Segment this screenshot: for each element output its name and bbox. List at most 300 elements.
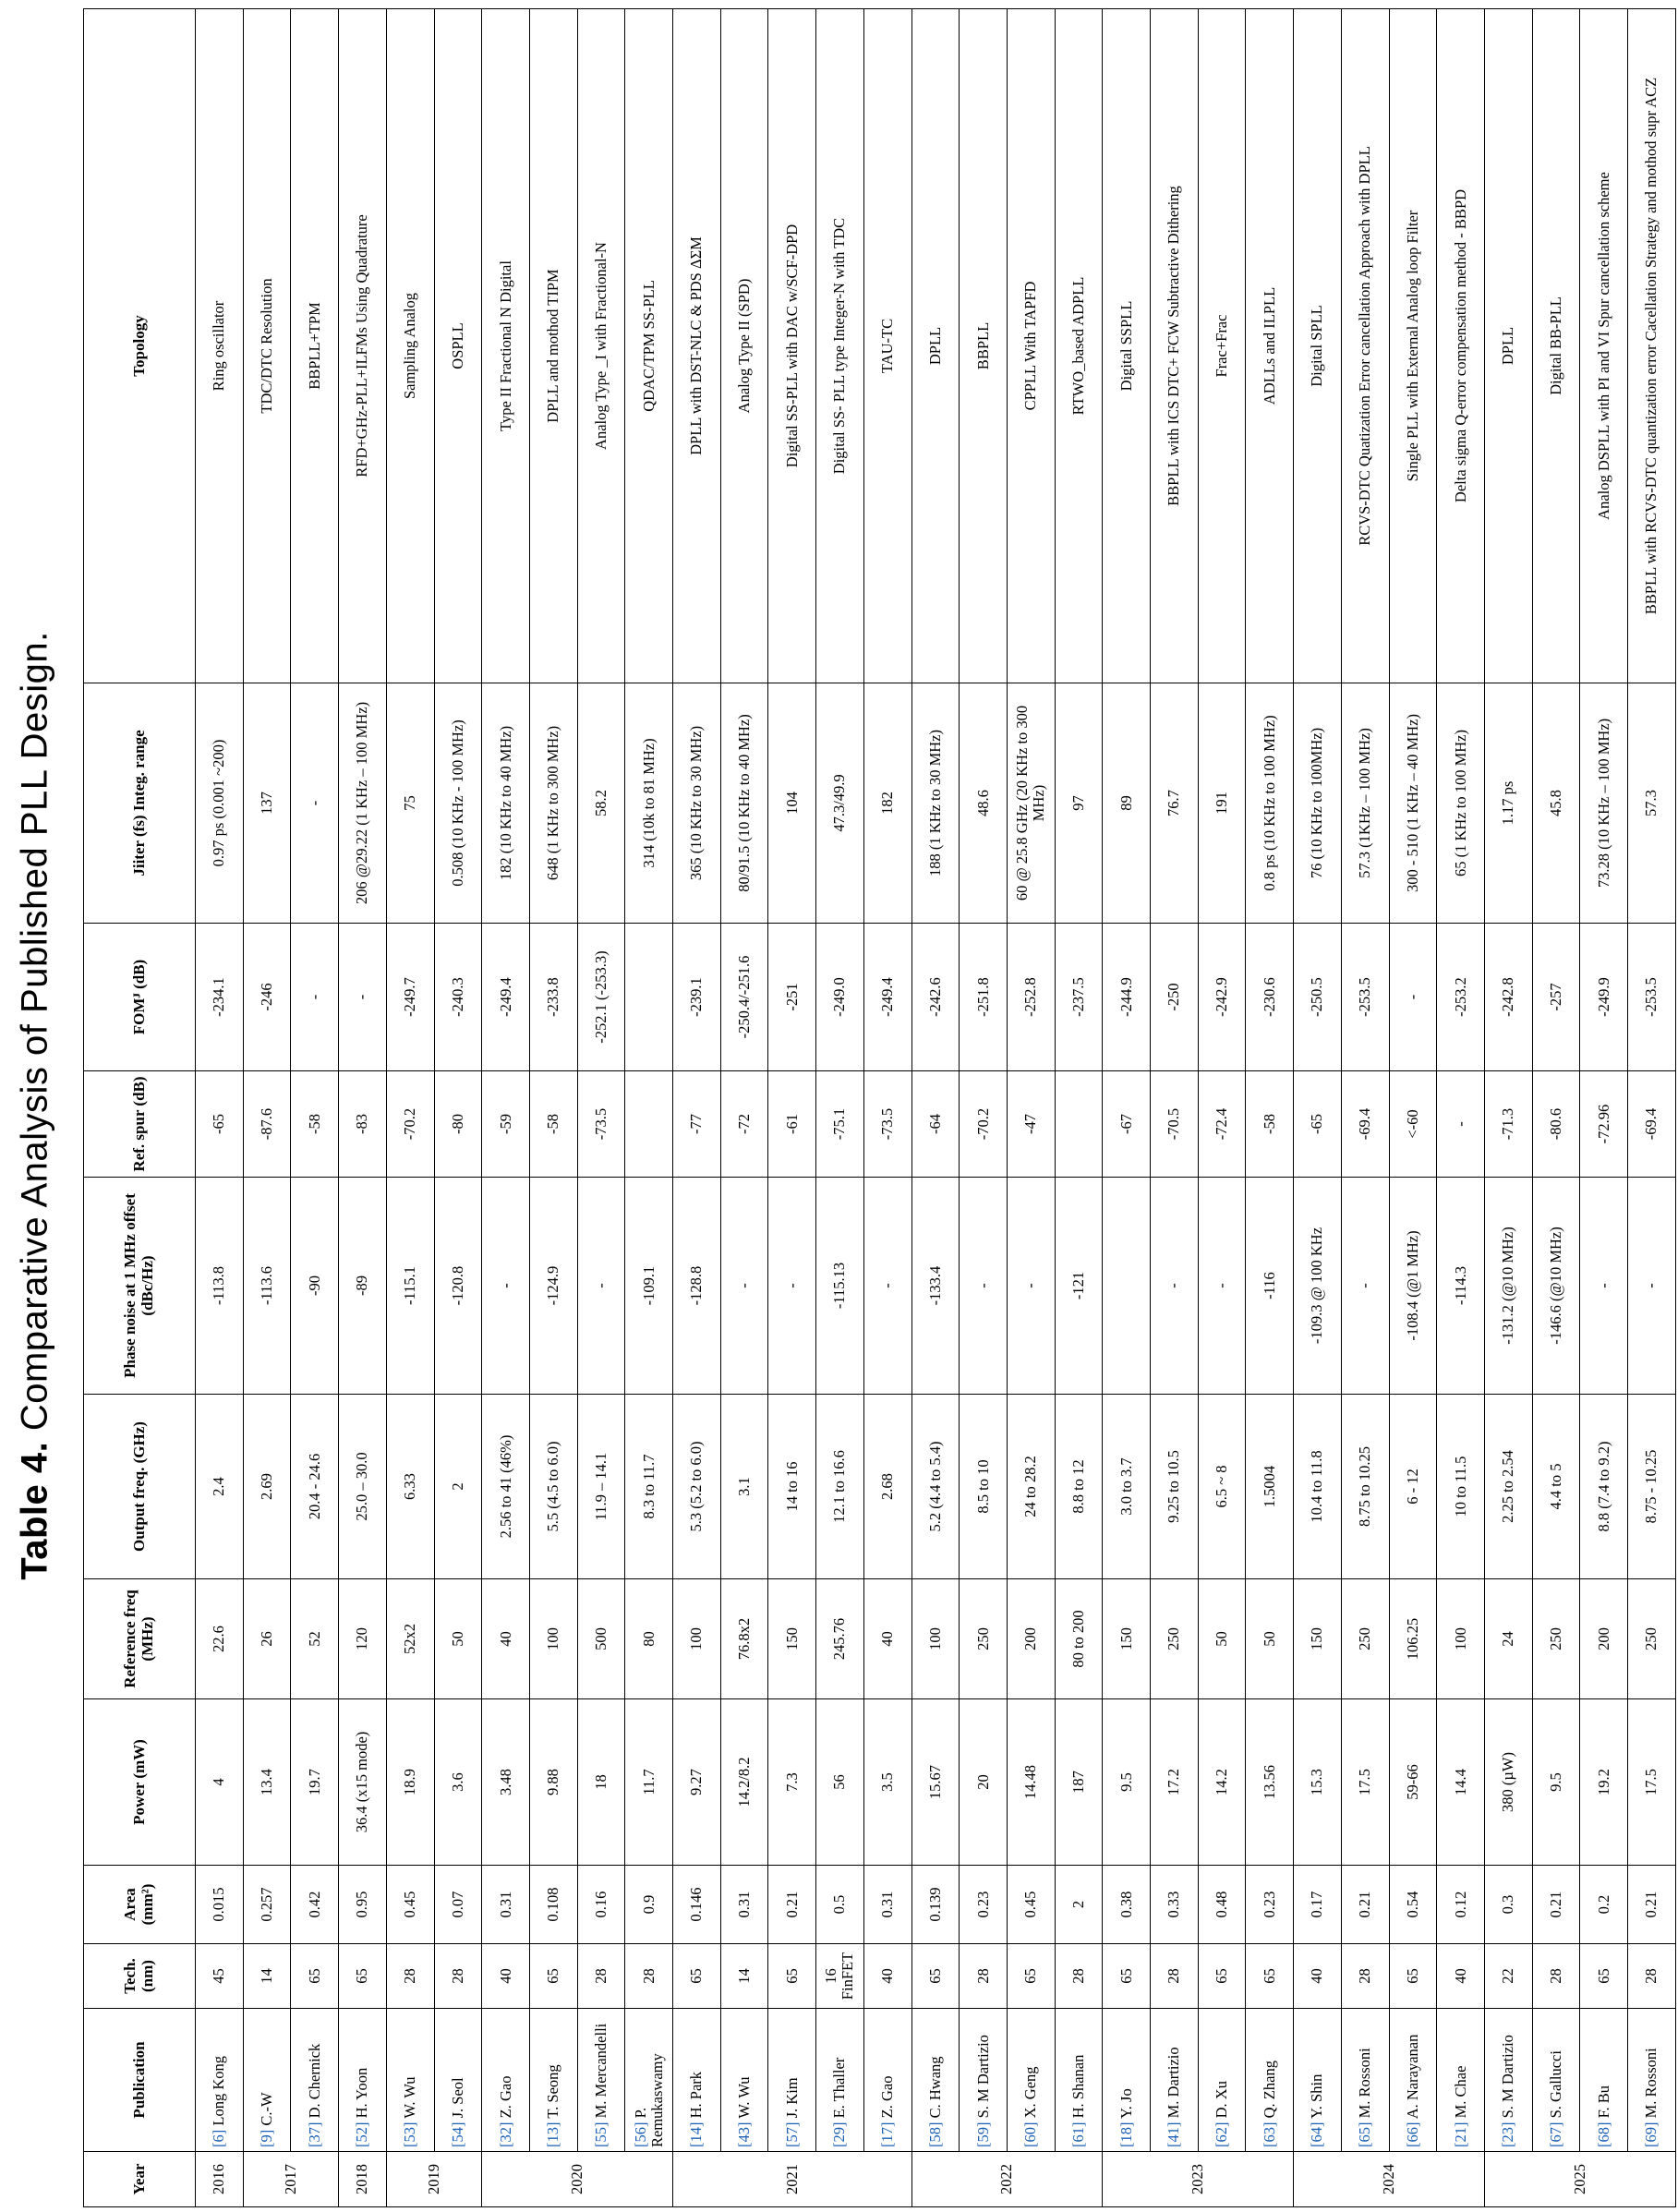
ref-freq-cell: 40 bbox=[482, 1579, 530, 1699]
reference-link[interactable]: [57] bbox=[782, 2121, 801, 2147]
ref-spur-cell: -77 bbox=[673, 1071, 721, 1178]
author-name: D. Chernick bbox=[305, 2043, 323, 2119]
reference-link[interactable]: [60] bbox=[1021, 2121, 1040, 2147]
ref-freq-cell: 50 bbox=[1198, 1579, 1246, 1699]
reference-link[interactable]: [13] bbox=[544, 2121, 562, 2147]
tech-cell: 22 bbox=[1484, 1944, 1532, 2009]
fom-cell: -257 bbox=[1532, 924, 1580, 1071]
phase-noise-cell: - bbox=[960, 1178, 1008, 1395]
output-freq-cell: 9.25 to 10.5 bbox=[1151, 1395, 1199, 1579]
jitter-cell: 60 @ 25.8 GHz (20 KHz to 300 MHz) bbox=[1007, 683, 1055, 924]
header-jitter: Jiiter (fs) Integ. range bbox=[84, 683, 196, 924]
header-row bbox=[84, 9, 196, 2207]
fom-cell: -253.5 bbox=[1341, 924, 1389, 1071]
topology-cell: Frac+Frac bbox=[1198, 9, 1246, 683]
output-freq-cell: 14 to 16 bbox=[768, 1395, 816, 1579]
jitter-cell: 648 (1 KHz to 300 MHz) bbox=[529, 683, 577, 924]
reference-link[interactable]: [56] bbox=[631, 2121, 649, 2147]
fom-cell: -237.5 bbox=[1055, 924, 1103, 1071]
year-cell: 2023 bbox=[1103, 2152, 1294, 2207]
topology-cell: RTWO_based ADPLL bbox=[1055, 9, 1103, 683]
fom-cell: - bbox=[291, 924, 339, 1071]
author-name: J. Seol bbox=[448, 2077, 466, 2119]
reference-link[interactable]: [23] bbox=[1499, 2121, 1517, 2147]
area-cell: 2 bbox=[1055, 1866, 1103, 1944]
phase-noise-cell: - bbox=[577, 1178, 625, 1395]
ref-spur-cell: -58 bbox=[1246, 1071, 1294, 1178]
publication-cell bbox=[1532, 2009, 1580, 2152]
jitter-cell: 0.97 ps (0.001 ~200) bbox=[196, 683, 244, 924]
jitter-cell: 89 bbox=[1103, 683, 1151, 924]
phase-noise-cell: -113.6 bbox=[243, 1178, 291, 1395]
table-row bbox=[673, 9, 721, 2207]
power-cell: 14.48 bbox=[1007, 1699, 1055, 1866]
table-row bbox=[1151, 9, 1199, 2207]
topology-cell: TDC/DTC Resolution bbox=[243, 9, 291, 683]
ref-spur-cell: -65 bbox=[1294, 1071, 1342, 1178]
publication-cell bbox=[1055, 2009, 1103, 2152]
area-cell: 0.146 bbox=[673, 1866, 721, 1944]
topology-cell: TAU-TC bbox=[863, 9, 911, 683]
output-freq-cell: 8.5 to 10 bbox=[960, 1395, 1008, 1579]
phase-noise-cell: -90 bbox=[291, 1178, 339, 1395]
ref-freq-cell: 26 bbox=[243, 1579, 291, 1699]
phase-noise-cell: -108.4 (@1 MHz) bbox=[1389, 1178, 1437, 1395]
ref-spur-cell: <-60 bbox=[1389, 1071, 1437, 1178]
reference-link[interactable]: [21] bbox=[1451, 2121, 1469, 2147]
tech-cell: 28 bbox=[625, 1944, 673, 2009]
jitter-cell: 48.6 bbox=[960, 683, 1008, 924]
area-cell: 0.16 bbox=[577, 1866, 625, 1944]
year-cell: 2021 bbox=[673, 2152, 912, 2207]
publication-cell bbox=[816, 2009, 864, 2152]
output-freq-cell: 10 to 11.5 bbox=[1437, 1395, 1485, 1579]
jitter-cell: 45.8 bbox=[1532, 683, 1580, 924]
ref-spur-cell: -59 bbox=[482, 1071, 530, 1178]
author-name: H. Park bbox=[687, 2071, 706, 2119]
ref-spur-cell: -80.6 bbox=[1532, 1071, 1580, 1178]
jitter-cell: 75 bbox=[386, 683, 434, 924]
power-cell: 36.4 (x15 mode) bbox=[339, 1699, 387, 1866]
jitter-cell: 73.28 (10 KHz – 100 MHz) bbox=[1580, 683, 1628, 924]
topology-cell: QDAC/TPM SS-PLL bbox=[625, 9, 673, 683]
topology-cell: BBPLL bbox=[960, 9, 1008, 683]
power-cell: 59-66 bbox=[1389, 1699, 1437, 1866]
table-row bbox=[1389, 9, 1437, 2207]
jitter-cell: 0.508 (10 KHz - 100 MHz) bbox=[434, 683, 482, 924]
reference-link[interactable]: [53] bbox=[401, 2121, 419, 2147]
jitter-cell: 57.3 bbox=[1628, 683, 1676, 924]
ref-spur-cell: -58 bbox=[529, 1071, 577, 1178]
topology-cell: OSPLL bbox=[434, 9, 482, 683]
jitter-cell: 57.3 (1KHz – 100 MHz) bbox=[1341, 683, 1389, 924]
fom-cell: -251.8 bbox=[960, 924, 1008, 1071]
tech-cell: 28 bbox=[1055, 1944, 1103, 2009]
phase-noise-cell bbox=[1103, 1178, 1151, 1395]
publication-cell bbox=[863, 2009, 911, 2152]
table-row bbox=[960, 9, 1008, 2207]
area-cell: 0.95 bbox=[339, 1866, 387, 1944]
publication-cell bbox=[1246, 2009, 1294, 2152]
ref-freq-cell: 120 bbox=[339, 1579, 387, 1699]
topology-cell: ADLLs and ILPLL bbox=[1246, 9, 1294, 683]
output-freq-cell: 24 to 28.2 bbox=[1007, 1395, 1055, 1579]
power-cell: 13.56 bbox=[1246, 1699, 1294, 1866]
topology-cell: Digital BB-PLL bbox=[1532, 9, 1580, 683]
power-cell: 19.2 bbox=[1580, 1699, 1628, 1866]
publication-cell bbox=[673, 2009, 721, 2152]
area-cell: 0.015 bbox=[196, 1866, 244, 1944]
table-row bbox=[1198, 9, 1246, 2207]
output-freq-cell: 8.75 - 10.25 bbox=[1628, 1395, 1676, 1579]
phase-noise-cell: - bbox=[1341, 1178, 1389, 1395]
output-freq-cell: 25.0 – 30.0 bbox=[339, 1395, 387, 1579]
phase-noise-cell: - bbox=[863, 1178, 911, 1395]
phase-noise-cell: -120.8 bbox=[434, 1178, 482, 1395]
header-phase-noise: Phase noise at 1 MHz offset (dBc/Hz) bbox=[84, 1178, 196, 1395]
ref-freq-cell: 100 bbox=[529, 1579, 577, 1699]
output-freq-cell: 3.0 to 3.7 bbox=[1103, 1395, 1151, 1579]
pll-comparison-table bbox=[83, 8, 1676, 2207]
jitter-cell: 300 - 510 (1 KHz – 40 MHz) bbox=[1389, 683, 1437, 924]
author-name: Long Kong bbox=[210, 2056, 228, 2126]
output-freq-cell: 11.9 – 14.1 bbox=[577, 1395, 625, 1579]
area-cell: 0.45 bbox=[386, 1866, 434, 1944]
phase-noise-cell: -89 bbox=[339, 1178, 387, 1395]
reference-link[interactable]: [62] bbox=[1213, 2121, 1231, 2147]
fom-cell: -252.1 (-253.3) bbox=[577, 924, 625, 1071]
table-row bbox=[434, 9, 482, 2207]
table-caption bbox=[15, 631, 56, 1580]
power-cell: 19.7 bbox=[291, 1699, 339, 1866]
topology-cell: Analog DSPLL with PI and VI Spur cancellation scheme bbox=[1580, 9, 1628, 683]
publication-cell bbox=[1389, 2009, 1437, 2152]
ref-spur-cell: -73.5 bbox=[863, 1071, 911, 1178]
author-name: W. Wu bbox=[401, 2076, 419, 2119]
topology-cell: Analog Type II (SPD) bbox=[720, 9, 768, 683]
author-name: Y. Shin bbox=[1308, 2073, 1326, 2119]
ref-spur-cell: -58 bbox=[291, 1071, 339, 1178]
table-container bbox=[83, 9, 1676, 2207]
reference-link[interactable]: [68] bbox=[1594, 2121, 1612, 2147]
ref-spur-cell: - bbox=[1437, 1071, 1485, 1178]
topology-cell: RCVS-DTC Quatization Error cancellation Approach with DPLL bbox=[1341, 9, 1389, 683]
power-cell: 9.27 bbox=[673, 1699, 721, 1866]
area-cell: 0.3 bbox=[1484, 1866, 1532, 1944]
ref-freq-cell: 52x2 bbox=[386, 1579, 434, 1699]
area-cell: 0.5 bbox=[816, 1866, 864, 1944]
area-cell: 0.31 bbox=[482, 1866, 530, 1944]
topology-cell: RFD+GHz-PLL+ILFMs Using Quadrature bbox=[339, 9, 387, 683]
author-name: C. Hwang bbox=[925, 2056, 944, 2119]
publication-cell bbox=[339, 2009, 387, 2152]
area-cell: 0.12 bbox=[1437, 1866, 1485, 1944]
reference-link[interactable]: [63] bbox=[1260, 2121, 1278, 2147]
table-row bbox=[1532, 9, 1580, 2207]
reference-link[interactable]: [61] bbox=[1068, 2121, 1087, 2147]
phase-noise-cell: -121 bbox=[1055, 1178, 1103, 1395]
output-freq-cell: 1.5004 bbox=[1246, 1395, 1294, 1579]
header-area: Area (mm²) bbox=[84, 1866, 196, 1944]
output-freq-cell: 6.5 ~ 8 bbox=[1198, 1395, 1246, 1579]
power-cell: 17.5 bbox=[1341, 1699, 1389, 1866]
output-freq-cell: 3.1 bbox=[720, 1395, 768, 1579]
fom-cell: -244.9 bbox=[1103, 924, 1151, 1071]
year-cell: 2016 bbox=[196, 2152, 244, 2207]
table-row bbox=[1294, 9, 1342, 2207]
area-cell: 0.21 bbox=[1532, 1866, 1580, 1944]
fom-cell: -233.8 bbox=[529, 924, 577, 1071]
output-freq-cell: 4.4 to 5 bbox=[1532, 1395, 1580, 1579]
power-cell: 15.3 bbox=[1294, 1699, 1342, 1866]
topology-cell: Digital SSPLL bbox=[1103, 9, 1151, 683]
topology-cell: Analog Type _I with Fractional-N bbox=[577, 9, 625, 683]
table-row bbox=[1580, 9, 1628, 2207]
reference-link[interactable]: [54] bbox=[448, 2121, 466, 2147]
ref-spur-cell bbox=[625, 1071, 673, 1178]
fom-cell: -249.0 bbox=[816, 924, 864, 1071]
ref-freq-cell: 250 bbox=[1341, 1579, 1389, 1699]
reference-link[interactable]: [9] bbox=[257, 2129, 275, 2147]
reference-link[interactable]: [41] bbox=[1165, 2121, 1183, 2147]
ref-spur-cell: -87.6 bbox=[243, 1071, 291, 1178]
reference-link[interactable]: [6] bbox=[210, 2129, 228, 2147]
table-row bbox=[482, 9, 530, 2207]
phase-noise-cell: -109.1 bbox=[625, 1178, 673, 1395]
author-name: W. Wu bbox=[735, 2076, 754, 2119]
ref-spur-cell: -65 bbox=[196, 1071, 244, 1178]
output-freq-cell: 8.75 to 10.25 bbox=[1341, 1395, 1389, 1579]
jitter-cell: - bbox=[291, 683, 339, 924]
fom-cell: -250.5 bbox=[1294, 924, 1342, 1071]
area-cell: 0.108 bbox=[529, 1866, 577, 1944]
reference-link[interactable]: [14] bbox=[687, 2121, 706, 2147]
table-row bbox=[529, 9, 577, 2207]
power-cell: 4 bbox=[196, 1699, 244, 1866]
ref-freq-cell: 150 bbox=[768, 1579, 816, 1699]
phase-noise-cell: -116 bbox=[1246, 1178, 1294, 1395]
tech-cell: 40 bbox=[863, 1944, 911, 2009]
tech-cell: 28 bbox=[577, 1944, 625, 2009]
ref-spur-cell: -70.2 bbox=[960, 1071, 1008, 1178]
fom-cell: -240.3 bbox=[434, 924, 482, 1071]
table-row bbox=[720, 9, 768, 2207]
reference-link[interactable]: [69] bbox=[1642, 2121, 1660, 2147]
table-row bbox=[243, 9, 291, 2207]
year-cell: 2020 bbox=[482, 2152, 673, 2207]
tech-cell: 16 FinFET bbox=[816, 1944, 864, 2009]
publication-cell bbox=[1580, 2009, 1628, 2152]
fom-cell: -242.9 bbox=[1198, 924, 1246, 1071]
reference-link[interactable]: [59] bbox=[973, 2121, 992, 2147]
publication-cell bbox=[720, 2009, 768, 2152]
ref-freq-cell: 150 bbox=[1294, 1579, 1342, 1699]
output-freq-cell: 2.69 bbox=[243, 1395, 291, 1579]
author-name: S. M Dartizio bbox=[973, 2035, 992, 2119]
topology-cell: Type II Fractional N Digital bbox=[482, 9, 530, 683]
header-publication: Publication bbox=[84, 2009, 196, 2152]
ref-spur-cell: -75.1 bbox=[816, 1071, 864, 1178]
reference-link[interactable]: [37] bbox=[305, 2121, 323, 2147]
topology-cell: BBPLL with ICS DTC+ FCW Subtractive Dithering bbox=[1151, 9, 1199, 683]
tech-cell: 40 bbox=[1294, 1944, 1342, 2009]
publication-cell bbox=[768, 2009, 816, 2152]
phase-noise-cell: - bbox=[1007, 1178, 1055, 1395]
topology-cell: DPLL bbox=[911, 9, 960, 683]
author-name: S. M Dartizio bbox=[1499, 2035, 1517, 2119]
header-output-freq: Output freq. (GHz) bbox=[84, 1395, 196, 1579]
publication-cell bbox=[1437, 2009, 1485, 2152]
header-topology: Topology bbox=[84, 9, 196, 683]
author-name: H. Shanan bbox=[1068, 2054, 1087, 2119]
tech-cell: 28 bbox=[1628, 1944, 1676, 2009]
publication-cell bbox=[625, 2009, 673, 2152]
tech-cell: 40 bbox=[1437, 1944, 1485, 2009]
table-row bbox=[1484, 9, 1532, 2207]
topology-cell: Digital SPLL bbox=[1294, 9, 1342, 683]
area-cell: 0.23 bbox=[960, 1866, 1008, 1944]
phase-noise-cell: -114.3 bbox=[1437, 1178, 1485, 1395]
caption-label: Table 4. bbox=[14, 1441, 55, 1580]
reference-link[interactable]: [55] bbox=[591, 2121, 610, 2147]
ref-spur-cell: -80 bbox=[434, 1071, 482, 1178]
power-cell: 14.2/8.2 bbox=[720, 1699, 768, 1866]
power-cell: 17.2 bbox=[1151, 1699, 1199, 1866]
power-cell: 3.5 bbox=[863, 1699, 911, 1866]
jitter-cell: 58.2 bbox=[577, 683, 625, 924]
reference-link[interactable]: [18] bbox=[1117, 2121, 1135, 2147]
tech-cell: 65 bbox=[1389, 1944, 1437, 2009]
year-cell: 2019 bbox=[386, 2152, 481, 2207]
output-freq-cell: 8.3 to 11.7 bbox=[625, 1395, 673, 1579]
fom-cell: -249.7 bbox=[386, 924, 434, 1071]
output-freq-cell: 5.3 (5.2 to 6.0) bbox=[673, 1395, 721, 1579]
table-row bbox=[1437, 9, 1485, 2207]
tech-cell: 28 bbox=[434, 1944, 482, 2009]
output-freq-cell: 2.68 bbox=[863, 1395, 911, 1579]
publication-cell bbox=[196, 2009, 244, 2152]
power-cell: 14.4 bbox=[1437, 1699, 1485, 1866]
fom-cell: -246 bbox=[243, 924, 291, 1071]
publication-cell bbox=[1007, 2009, 1055, 2152]
table-body bbox=[196, 9, 1676, 2207]
phase-noise-cell: - bbox=[1628, 1178, 1676, 1395]
reference-link[interactable]: [52] bbox=[353, 2121, 371, 2147]
reference-link[interactable]: [32] bbox=[496, 2121, 514, 2147]
ref-spur-cell: -72 bbox=[720, 1071, 768, 1178]
tech-cell: 65 bbox=[768, 1944, 816, 2009]
caption-text: Comparative Analysis of Published PLL Design. bbox=[14, 631, 55, 1442]
reference-link[interactable]: [43] bbox=[735, 2121, 754, 2147]
reference-link[interactable]: [17] bbox=[878, 2121, 897, 2147]
table-row bbox=[1103, 9, 1151, 2207]
reference-link[interactable]: [29] bbox=[830, 2121, 849, 2147]
jitter-cell: 0.8 ps (10 KHz to 100 MHz) bbox=[1246, 683, 1294, 924]
output-freq-cell: 8.8 (7.4 to 9.2) bbox=[1580, 1395, 1628, 1579]
jitter-cell: 47.3/49.9 bbox=[816, 683, 864, 924]
ref-freq-cell: 80 bbox=[625, 1579, 673, 1699]
tech-cell: 65 bbox=[1198, 1944, 1246, 2009]
author-name: F. Bu bbox=[1594, 2085, 1612, 2119]
tech-cell: 28 bbox=[386, 1944, 434, 2009]
publication-cell bbox=[243, 2009, 291, 2152]
table-row bbox=[291, 9, 339, 2207]
table-row bbox=[768, 9, 816, 2207]
phase-noise-cell: -109.3 @ 100 KHz bbox=[1294, 1178, 1342, 1395]
publication-cell bbox=[529, 2009, 577, 2152]
jitter-cell: 182 bbox=[863, 683, 911, 924]
table-row bbox=[577, 9, 625, 2207]
area-cell: 0.33 bbox=[1151, 1866, 1199, 1944]
phase-noise-cell: -133.4 bbox=[911, 1178, 960, 1395]
table-row bbox=[386, 9, 434, 2207]
tech-cell: 65 bbox=[291, 1944, 339, 2009]
ref-spur-cell: -47 bbox=[1007, 1071, 1055, 1178]
ref-spur-cell: -70.2 bbox=[386, 1071, 434, 1178]
reference-link[interactable]: [65] bbox=[1356, 2121, 1374, 2147]
phase-noise-cell: -115.1 bbox=[386, 1178, 434, 1395]
publication-cell bbox=[1484, 2009, 1532, 2152]
table-row bbox=[1628, 9, 1676, 2207]
fom-cell: -253.2 bbox=[1437, 924, 1485, 1071]
tech-cell: 28 bbox=[960, 1944, 1008, 2009]
tech-cell: 28 bbox=[1151, 1944, 1199, 2009]
author-name: Q. Zhang bbox=[1260, 2061, 1278, 2119]
power-cell: 9.5 bbox=[1103, 1699, 1151, 1866]
table-row bbox=[816, 9, 864, 2207]
reference-link[interactable]: [66] bbox=[1403, 2121, 1421, 2147]
jitter-cell: 1.17 ps bbox=[1484, 683, 1532, 924]
power-cell: 187 bbox=[1055, 1699, 1103, 1866]
phase-noise-cell: -128.8 bbox=[673, 1178, 721, 1395]
output-freq-cell: 10.4 to 11.8 bbox=[1294, 1395, 1342, 1579]
tech-cell: 65 bbox=[529, 1944, 577, 2009]
power-cell: 20 bbox=[960, 1699, 1008, 1866]
jitter-cell: 188 (1 KHz to 30 MHz) bbox=[911, 683, 960, 924]
phase-noise-cell: -115.13 bbox=[816, 1178, 864, 1395]
power-cell: 11.7 bbox=[625, 1699, 673, 1866]
reference-link[interactable]: [58] bbox=[925, 2121, 944, 2147]
ref-freq-cell: 22.6 bbox=[196, 1579, 244, 1699]
author-name: Z. Gao bbox=[496, 2075, 514, 2119]
table-row bbox=[196, 9, 244, 2207]
ref-spur-cell: -73.5 bbox=[577, 1071, 625, 1178]
area-cell: 0.21 bbox=[1628, 1866, 1676, 1944]
fom-cell bbox=[625, 924, 673, 1071]
area-cell: 0.42 bbox=[291, 1866, 339, 1944]
ref-spur-cell: -61 bbox=[768, 1071, 816, 1178]
publication-cell bbox=[1198, 2009, 1246, 2152]
reference-link[interactable]: [67] bbox=[1546, 2121, 1564, 2147]
publication-cell bbox=[1103, 2009, 1151, 2152]
ref-freq-cell: 40 bbox=[863, 1579, 911, 1699]
power-cell: 9.88 bbox=[529, 1699, 577, 1866]
author-name: M. Rossoni bbox=[1642, 2048, 1660, 2119]
table-row bbox=[911, 9, 960, 2207]
ref-freq-cell: 245.76 bbox=[816, 1579, 864, 1699]
fom-cell: -252.8 bbox=[1007, 924, 1055, 1071]
power-cell: 15.67 bbox=[911, 1699, 960, 1866]
jitter-cell: 97 bbox=[1055, 683, 1103, 924]
topology-cell: Delta sigma Q-error compensation method - BBPD bbox=[1437, 9, 1485, 683]
year-cell: 2022 bbox=[911, 2152, 1103, 2207]
power-cell: 380 (µW) bbox=[1484, 1699, 1532, 1866]
reference-link[interactable]: [64] bbox=[1308, 2121, 1326, 2147]
ref-freq-cell: 250 bbox=[1151, 1579, 1199, 1699]
fom-cell: -234.1 bbox=[196, 924, 244, 1071]
ref-freq-cell: 100 bbox=[1437, 1579, 1485, 1699]
topology-cell: Digital SS-PLL with DAC w/SCF-DPD bbox=[768, 9, 816, 683]
